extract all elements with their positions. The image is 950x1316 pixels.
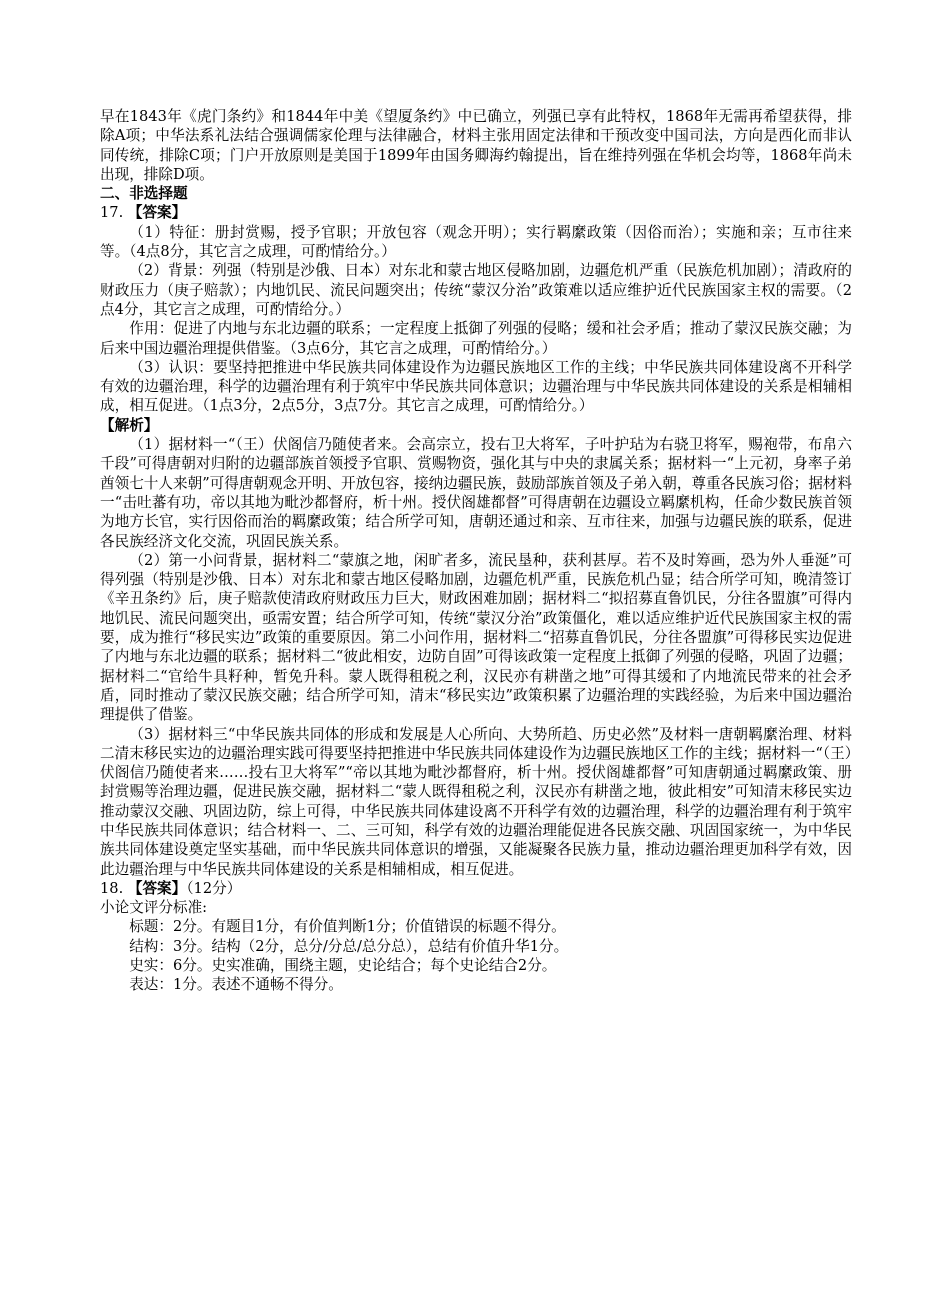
q18-points: （12分） [186, 879, 242, 897]
q17-explanation-1: （1）据材料一“（王）伏阁信乃随使者来。会高宗立，投右卫大将军，子叶护玷为右骁卫将军，赐袍带，布帛六千段”可得唐朝对归附的边疆部族首领授予官职、赏赐物资，强化其与中央的隶属关系；据材料一“上元初，身率子弟酋领七十人来朝”可得唐朝观念开明、开放包容，接纳边疆民族，鼓励部族首领及子弟入朝，尊重各民族习俗；据材料一“击吐蕃有功，帝以其地为毗沙都督府，析十州。授伏阁雄都督”可得唐朝在边疆设立羁縻机构，任命少数民族首领为地方长官，实行因俗而治的羁縻政策；结合所学可知，唐朝还通过和亲、互市往来，加强与边疆民族的联系，促进各民族经济文化交流，巩固民族关系。 [100, 436, 852, 550]
q17-answer-3: 作用：促进了内地与东北边疆的联系；一定程度上抵御了列强的侵略；缓和社会矛盾；推动了蒙汉民族交融；为后来中国边疆治理提供借鉴。（3点6分，其它言之成理，可酌情给分。） [100, 320, 852, 357]
q18-number: 18. [100, 879, 124, 897]
q17-heading [100, 203, 852, 222]
q17-explanation-2: （2）第一小问背景，据材料二“蒙旗之地，闲旷者多，流民垦种，获利甚厚。若不及时筹画，恐为外人垂涎”可得列强（特别是沙俄、日本）对东北和蒙古地区侵略加剧，边疆危机严重，民族危机凸显；结合所学可知，晚清签订《辛丑条约》后，庚子赔款使清政府财政压力巨大，财政困难加剧；据材料二“拟招募直鲁饥民，分往各盟旗”可得内地饥民、流民问题突出，亟需安置；结合所学可知，传统“蒙汉分治”政策僵化，难以适应维护近代民族国家主权的需要，成为推行“移民实边”政策的重要原因。第二小问作用，据材料二“招募直鲁饥民，分往各盟旗”可得移民实边促进了内地与东北边疆的联系；据材料二“彼此相安，边防自固”可得该政策一定程度上抵御了列强的侵略，巩固了边疆；据材料二“官给牛具籽种，暂免升科。蒙人既得租税之利，汉民亦有耕凿之地”可得其缓和了内地流民带来的社会矛盾，同时推动了蒙汉民族交融；结合所学可知，清末“移民实边”政策积累了边疆治理的实践经验，为后来中国边疆治理提供了借鉴。 [100, 551, 852, 724]
q18-criterion-structure: 结构：3分。结构（2分，总分/分总/总分总），总结有价值升华1分。 [129, 937, 569, 955]
q18-criterion-facts: 史实：6分。史实准确，围绕主题，史论结合；每个史论结合2分。 [129, 957, 557, 975]
q18-heading [100, 879, 852, 898]
q18-answer-label: 【答案】 [127, 879, 187, 897]
q18-criterion-title: 标题：2分。有题目1分，有价值判断1分；价值错误的标题不得分。 [129, 918, 566, 936]
q18-criterion-expression: 表达：1分。表述不通畅不得分。 [129, 976, 343, 994]
q17-answer-4: （3）认识：要坚持把推进中华民族共同体建设作为边疆民族地区工作的主线；中华民族共同体建设离不开科学有效的边疆治理，科学的边疆治理有利于筑牢中华民族共同体意识；边疆治理与中华民族共同体建设的关系是相辅相成，相互促进。（1点3分，2点5分，3点7分。其它言之成理，可酌情给分。） [100, 358, 852, 415]
document-page [100, 107, 852, 995]
intro-paragraph: 早在1843年《虎门条约》和1844年中美《望厦条约》中已确立，列强已享有此特权，1868年无需再希望获得，排除A项；中华法系礼法结合强调儒家伦理与法律融合，材料主张用固定法律和干预改变中国司法，方向是西化而非认同传统，排除C项；门户开放原则是美国于1899年由国务卿海约翰提出，旨在维持列强在华机会均等，1868年尚未出现，排除D项。 [100, 108, 852, 183]
q17-answer-label: 【答案】 [127, 204, 187, 222]
q17-explanation-3: （3）据材料三“中华民族共同体的形成和发展是人心所向、大势所趋、历史必然”及材料一唐朝羁縻治理、材料二清末移民实边的边疆治理实践可得要坚持把推进中华民族共同体建设作为边疆民族地区工作的主线；据材料一“（王）伏阁信乃随使者来……投右卫大将军”“帝以其地为毗沙都督府，析十州。授伏阁雄都督”可知唐朝通过羁縻政策、册封赏赐等治理边疆，促进民族交融，据材料二“蒙人既得租税之利，汉民亦有耕凿之地，彼此相安”可知清末移民实边推动蒙汉交融、巩固边防，综上可得，中华民族共同体建设离不开科学有效的边疆治理，科学的边疆治理有利于筑牢中华民族共同体意识；结合材料一、二、三可知，科学有效的边疆治理能促进各民族交融、巩固国家统一，为中华民族共同体建设奠定坚实基础，而中华民族共同体意识的增强，又能凝聚各民族力量，推动边疆治理更加科学有效，因此边疆治理与中华民族共同体建设的关系是相辅相成，相互促进。 [100, 725, 852, 878]
q17-number: 17. [100, 204, 124, 222]
section-title: 二、非选择题 [100, 185, 188, 203]
q18-criteria-title: 小论文评分标准: [100, 899, 208, 917]
q17-analysis-label: 【解析】 [100, 416, 159, 434]
q17-answer-1: （1）特征：册封赏赐，授予官职；开放包容（观念开明）；实行羁縻政策（因俗而治）；实施和亲；互市往来等。（4点8分，其它言之成理，可酌情给分。） [100, 223, 852, 261]
q17-answer-2: （2）背景：列强（特别是沙俄、日本）对东北和蒙古地区侵略加剧，边疆危机严重（民族危机加剧）；清政府的财政压力（庚子赔款）；内地饥民、流民问题突出；传统“蒙汉分治”政策难以适应维护近代民族国家主权的需要。（2点4分，其它言之成理，可酌情给分。） [100, 262, 852, 318]
